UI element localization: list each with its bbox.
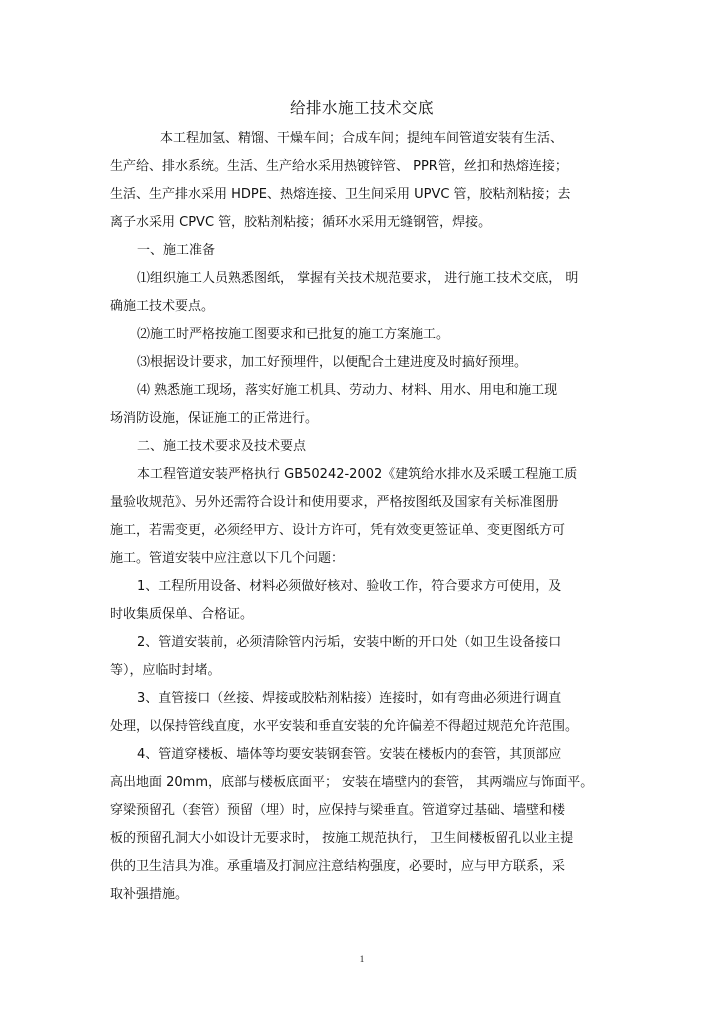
paragraph-line: 本工程加氢、精馏、干燥车间；合成车间；提纯车间管道安装有生活、 xyxy=(160,131,564,146)
paragraph-line: 施工，若需变更，必须经甲方、设计方许可，凭有效变更签证单、变更图纸方可 xyxy=(110,523,566,538)
paragraph-line: 3、直管接口（丝接、焊接或胶粘剂粘接）连接时，如有弯曲必须进行调直 xyxy=(137,691,562,706)
paragraph-line: 离子水采用 CPVC 管，胶粘剂粘接；循环水采用无缝钢管，焊接。 xyxy=(110,215,492,230)
paragraph-line: 生活、生产排水采用 HDPE、热熔连接、卫生间采用 UPVC 管，胶粘剂粘接；去 xyxy=(110,187,571,202)
paragraph-line: 确施工技术要点。 xyxy=(110,299,215,314)
paragraph-line: 本工程管道安装严格执行 GB50242-2002《建筑给水排水及采暖工程施工质 xyxy=(137,467,578,482)
paragraph-line: 穿梁预留孔（套管）预留（埋）时，应保持与梁垂直。管道穿过基础、墙壁和楼 xyxy=(110,803,566,818)
paragraph-line: 量验收规范》、另外还需符合设计和使用要求，严格按图纸及国家有关标准图册 xyxy=(110,495,559,510)
paragraph-line: 施工。管道安装中应注意以下几个问题： xyxy=(110,551,345,566)
paragraph-line: 时收集质保单、合格证。 xyxy=(110,607,254,622)
section-heading: 一、施工准备 xyxy=(137,243,216,258)
paragraph-line: ⑴组织施工人员熟悉图纸， 掌握有关技术规范要求， 进行施工技术交底， 明 xyxy=(137,271,579,286)
paragraph-line: 供的卫生洁具为准。承重墙及打洞应注意结构强度，必要时，应与甲方联系，采 xyxy=(110,859,566,874)
paragraph-line: ⑵施工时严格按施工图要求和已批复的施工方案施工。 xyxy=(137,327,450,342)
paragraph-line: 板的预留孔洞大小如设计无要求时， 按施工规范执行， 卫生间楼板留孔以业主提 xyxy=(110,831,574,846)
paragraph-line: 等），应临时封堵。 xyxy=(110,663,221,678)
paragraph-line: 2、管道安装前，必须清除管内污垢，安装中断的开口处（如卫生设备接口 xyxy=(137,635,562,650)
paragraph-line: 处理，以保持管线直度，水平安装和垂直安装的允许偏差不得超过规范允许范围。 xyxy=(110,719,579,734)
paragraph-line: 场消防设施，保证施工的正常进行。 xyxy=(110,411,319,426)
section-heading: 二、施工技术要求及技术要点 xyxy=(137,439,307,454)
paragraph-line: ⑷ 熟悉施工现场，落实好施工机具、劳动力、材料、用水、用电和施工现 xyxy=(137,383,558,398)
page-number: 1 xyxy=(359,954,365,964)
document-title: 给排水施工技术交底 xyxy=(289,99,434,117)
paragraph-line: 4、管道穿楼板、墙体等均要安装钢套管。安装在楼板内的套管，其顶部应 xyxy=(137,747,562,762)
paragraph-line: 1、工程所用设备、材料必须做好核对、验收工作，符合要求方可使用，及 xyxy=(137,579,562,594)
paragraph-line: ⑶根据设计要求，加工好预埋件，以便配合土建进度及时搞好预埋。 xyxy=(137,355,528,370)
paragraph-line: 高出地面 20mm，底部与楼板底面平； 安装在墙壁内的套管， 其两端应与饰面平。 xyxy=(110,775,594,790)
paragraph-line: 生产给、排水系统。生活、生产给水采用热镀锌管、 PPR管，丝扣和热熔连接； xyxy=(110,159,568,174)
paragraph-line: 取补强措施。 xyxy=(110,887,189,902)
